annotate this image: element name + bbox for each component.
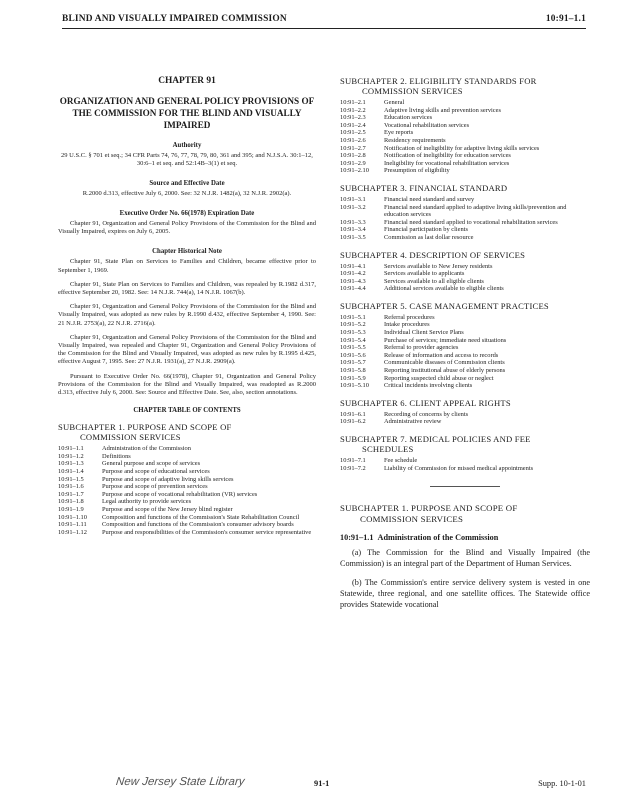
toc-entry-number: 10:91–5.5 — [340, 344, 366, 352]
toc-entry — [340, 457, 590, 465]
header-title: BLIND AND VISUALLY IMPAIRED COMMISSION — [62, 14, 287, 24]
toc-entry — [340, 278, 590, 286]
toc-entry-number: 10:91–2.2 — [340, 106, 366, 114]
chapter-number: CHAPTER 91 — [158, 76, 216, 86]
toc-entry-number: 10:91–1.7 — [58, 490, 84, 498]
toc-entry-title: Purpose and scope of the New Jersey blind register — [102, 506, 233, 513]
toc-entry-number: 10:91–1.10 — [58, 513, 87, 521]
subchapter-6-heading: SUBCHAPTER 6. CLIENT APPEAL RIGHTS — [340, 397, 511, 408]
subchapter-4-toc — [340, 263, 590, 293]
toc-entry-number: 10:91–1.8 — [58, 498, 84, 506]
historical-note-paragraph: Chapter 91, State Plan on Services to Families and Children, became effective prior to September 1, 1969. — [58, 258, 316, 274]
toc-entry-number: 10:91–6.2 — [340, 418, 366, 426]
toc-entry-title: Services available to all eligible clients — [384, 277, 484, 285]
body-paragraph: (b) The Commission's entire service delivery system is vested in one Statewide, three regional, and one satellite offices. The Statewide office provides Statewide vocational — [340, 578, 590, 610]
toc-entry-number: 10:91–1.12 — [58, 528, 87, 536]
toc-entry-title: Purpose and responsibilities of the Commission's consumer service representative — [102, 528, 312, 536]
toc-entry — [340, 234, 590, 242]
body-paragraph: (a) The Commission for the Blind and Visually Impaired (the Commission) is an integral part of the Department of Human Services. — [340, 548, 590, 569]
toc-entry-number: 10:91–1.2 — [58, 452, 84, 460]
toc-entry — [340, 219, 590, 227]
toc-entry-number: 10:91–3.1 — [340, 195, 366, 203]
toc-entry — [58, 460, 316, 468]
subchapter-5-heading: SUBCHAPTER 5. CASE MANAGEMENT PRACTICES — [340, 300, 549, 311]
toc-entry — [340, 285, 590, 293]
toc-entry-title: Additional services available to eligible clients — [384, 285, 504, 293]
toc-entry — [340, 167, 590, 175]
toc-entry — [340, 137, 590, 145]
toc-entry-title: Financial need standard and survey — [384, 195, 475, 203]
toc-entry-number: 10:91–2.4 — [340, 121, 366, 129]
toc-entry — [340, 329, 590, 337]
toc-entry-title: Financial need standard applied to adaptive living skills/prevention and education services — [384, 203, 567, 219]
toc-entry-title: Services available to New Jersey residents — [384, 262, 493, 270]
toc-entry-number: 10:91–4.3 — [340, 277, 366, 285]
toc-entry-number: 10:91–3.4 — [340, 226, 366, 234]
historical-note-paragraph: Chapter 91, Organization and General Policy Provisions of the Commission for the Blind and Visually Impaired, was repealed and Chapter 91, Organization and General Policy Provisions of the Commission for the Blind and Visually Impaired, was adopted as new rules by R.1995 d.425, effective August 7, 1995. See: 27 N.J.R. 1931(a), 27 N.J.R. 2909(a). — [58, 333, 316, 366]
toc-entry — [340, 160, 590, 168]
toc-entry — [340, 375, 590, 383]
subchapter-3-toc — [340, 196, 590, 242]
toc-entry-number: 10:91–3.3 — [340, 218, 366, 226]
toc-entry — [58, 453, 316, 461]
toc-entry — [340, 382, 590, 390]
toc-entry — [58, 498, 316, 506]
toc-entry-title: Financial participation by clients — [384, 226, 468, 234]
historical-note-heading: Chapter Historical Note — [152, 248, 222, 256]
toc-entry-number: 10:91–2.1 — [340, 99, 366, 106]
subchapter-1-toc — [58, 445, 316, 536]
toc-entry-number: 10:91–2.5 — [340, 129, 366, 137]
toc-entry-number: 10:91–5.6 — [340, 351, 366, 359]
section-divider — [430, 486, 500, 487]
toc-entry-number: 10:91–5.9 — [340, 374, 366, 382]
toc-entry-title: Administrative review — [384, 418, 442, 426]
toc-entry — [340, 465, 590, 473]
toc-entry-title: Ineligibility for vocational rehabilitation services — [384, 159, 510, 167]
toc-entry — [340, 321, 590, 329]
toc-entry-title: Purpose and scope of adaptive living skills services — [102, 475, 234, 483]
toc-entry-number: 10:91–5.3 — [340, 329, 366, 337]
toc-entry-number: 10:91–5.7 — [340, 359, 366, 367]
toc-entry-number: 10:91–1.9 — [58, 506, 84, 513]
body-subchapter-heading: SUBCHAPTER 1. PURPOSE AND SCOPE OF COMMISSION SERVICES — [340, 503, 518, 525]
toc-entry-title: Critical incidents involving clients — [384, 382, 473, 390]
executive-order-text: Chapter 91, Organization and General Policy Provisions of the Commission for the Blind and Visually Impaired, expires on July 6, 2005. — [58, 220, 316, 236]
subchapter-7-heading: SUBCHAPTER 7. MEDICAL POLICIES AND FEE SCHEDULES — [340, 434, 531, 454]
toc-entry-title: Commission as last dollar resource — [384, 233, 474, 241]
toc-entry-title: Presumption of eligibility — [384, 167, 450, 175]
right-column — [340, 76, 590, 618]
supplement-date: Supp. 10-1-01 — [538, 779, 586, 788]
subchapter-7-toc — [340, 457, 590, 472]
toc-entry-number: 10:91–2.9 — [340, 159, 366, 167]
toc-entry-number: 10:91–2.3 — [340, 114, 366, 122]
header-section-number: 10:91–1.1 — [545, 14, 586, 24]
toc-entry-number: 10:91–5.1 — [340, 313, 366, 321]
toc-entry — [340, 122, 590, 130]
toc-entry-title: Referral procedures — [384, 313, 435, 321]
toc-entry — [340, 145, 590, 153]
toc-entry-title: Notification of ineligibility for education services — [384, 152, 511, 160]
toc-entry — [340, 352, 590, 360]
toc-entry — [58, 476, 316, 484]
toc-entry-number: 10:91–5.2 — [340, 321, 366, 329]
toc-entry-title: Release of information and access to records — [384, 351, 499, 359]
table-of-contents-heading: CHAPTER TABLE OF CONTENTS — [133, 407, 241, 415]
subchapter-2-heading: SUBCHAPTER 2. ELIGIBILITY STANDARDS FOR COMMISSION SERVICES — [340, 76, 537, 96]
subchapter-5-toc — [340, 314, 590, 390]
toc-entry-number: 10:91–5.4 — [340, 336, 366, 344]
toc-entry-title: Adaptive living skills and prevention services — [384, 106, 501, 114]
toc-entry-number: 10:91–4.2 — [340, 270, 366, 278]
toc-entry-number: 10:91–2.10 — [340, 167, 369, 175]
toc-entry — [340, 411, 590, 419]
toc-entry-number: 10:91–5.8 — [340, 367, 366, 375]
toc-entry — [340, 99, 590, 107]
toc-entry — [58, 514, 316, 522]
toc-entry-title: Services available to applicants — [384, 270, 465, 278]
toc-entry-title: General purpose and scope of services — [102, 460, 201, 468]
subchapter-1-heading: SUBCHAPTER 1. PURPOSE AND SCOPE OF COMMISSION SERVICES — [58, 422, 232, 443]
toc-entry-title: Composition and functions of the Commission's State Rehabilitation Council — [102, 513, 300, 521]
toc-entry-title: Communicable diseases of Commission clients — [384, 359, 505, 367]
section-title: Administration of the Commission — [377, 533, 499, 543]
toc-entry-title: Purpose and scope of prevention services — [102, 483, 208, 491]
toc-entry — [340, 314, 590, 322]
toc-entry — [340, 418, 590, 426]
page-footer — [62, 776, 586, 793]
toc-entry — [340, 114, 590, 122]
executive-order-heading: Executive Order No. 66(1978) Expiration Date — [119, 210, 255, 217]
toc-entry — [340, 367, 590, 375]
toc-entry-number: 10:91–6.1 — [340, 410, 366, 418]
toc-entry-number: 10:91–7.2 — [340, 464, 366, 472]
toc-entry-title: Fee schedule — [384, 457, 418, 464]
section-number: 10:91–1.1 — [340, 533, 374, 543]
toc-entry-title: Purchase of services; immediate need situations — [384, 336, 507, 344]
library-watermark: New Jersey State Library — [115, 776, 246, 788]
subchapter-3-heading: SUBCHAPTER 3. FINANCIAL STANDARD — [340, 182, 508, 193]
toc-entry-title: Reporting institutional abuse of elderly persons — [384, 367, 506, 375]
toc-entry-title: Eye reports — [384, 129, 414, 137]
toc-entry-title: Education services — [384, 114, 433, 122]
toc-entry — [58, 483, 316, 491]
running-header — [62, 12, 586, 29]
toc-entry — [58, 468, 316, 476]
toc-entry — [340, 129, 590, 137]
source-text: R.2000 d.313, effective July 6, 2000. See: 32 N.J.R. 1482(a), 32 N.J.R. 2902(a). — [82, 190, 292, 197]
toc-entry-title: Recording of concerns by clients — [384, 410, 469, 418]
historical-note-paragraph: Chapter 91, State Plan on Services to Families and Children, was repealed by R.1982 d.317, effective September 20, 1982. See: 14 N.J.R. 744(a), 14 N.J.R. 1067(b). — [58, 280, 316, 297]
toc-entry — [340, 337, 590, 345]
historical-note-paragraph: Chapter 91, Organization and General Policy Provisions of the Commission for the Blind and Visually Impaired, was adopted as new rules by R.1990 d.432, effective September 4, 1990. See: 21 N.J.R. 2753(a), 22 N.J.R. 2716(a). — [58, 303, 316, 327]
subchapter-4-heading: SUBCHAPTER 4. DESCRIPTION OF SERVICES — [340, 249, 526, 260]
toc-entry — [58, 491, 316, 499]
toc-entry — [58, 445, 316, 453]
toc-entry — [340, 226, 590, 234]
toc-entry-title: Composition and functions of the Commission's consumer advisory boards — [102, 521, 294, 529]
toc-entry-title: Purpose and scope of vocational rehabilitation (VR) services — [102, 490, 258, 498]
toc-entry — [340, 263, 590, 271]
toc-entry-title: Liability of Commission for missed medical appointments — [384, 464, 534, 472]
toc-entry-number: 10:91–4.4 — [340, 285, 366, 293]
authority-heading: Authority — [172, 142, 202, 149]
toc-entry-title: Financial need standard applied to vocational rehabilitation services — [384, 218, 558, 226]
toc-entry — [58, 506, 316, 514]
section-heading — [340, 533, 590, 542]
toc-entry — [58, 529, 316, 537]
toc-entry-title: Individual Client Service Plans — [384, 329, 464, 337]
toc-entry-title: Notification of ineligibility for adaptive living skills services — [384, 144, 540, 152]
toc-entry-number: 10:91–1.4 — [58, 468, 84, 476]
toc-entry-title: Referral to provider agencies — [384, 344, 459, 352]
chapter-title: ORGANIZATION AND GENERAL POLICY PROVISIONS OF THE COMMISSION FOR THE BLIND AND VISUALLY IMPAIRED — [59, 96, 315, 130]
subchapter-2-toc — [340, 99, 590, 175]
toc-entry — [340, 152, 590, 160]
toc-entry — [340, 344, 590, 352]
toc-entry-title: Reporting suspected child abuse or neglect — [384, 374, 494, 382]
toc-entry-title: Intake procedures — [384, 321, 430, 329]
toc-entry-number: 10:91–1.5 — [58, 475, 84, 483]
toc-entry-number: 10:91–1.11 — [58, 521, 87, 529]
left-column — [58, 76, 316, 544]
toc-entry-number: 10:91–1.1 — [58, 445, 84, 453]
toc-entry-number: 10:91–2.8 — [340, 152, 366, 160]
toc-entry — [58, 521, 316, 529]
historical-note-paragraph: Pursuant to Executive Order No. 66(1978), Chapter 91, Organization and General Policy Provisions of the Commission for the Blind and Visually Impaired, was readopted as R.2000 d.313, effective July 6, 2000. See: Source and Effective Date. See, also, section annotations. — [58, 372, 316, 397]
toc-entry — [340, 270, 590, 278]
toc-entry-title: General — [384, 99, 405, 106]
toc-entry — [340, 204, 590, 219]
toc-entry-number: 10:91–4.1 — [340, 262, 366, 270]
toc-entry-number: 10:91–1.3 — [58, 460, 84, 468]
toc-entry-number: 10:91–7.1 — [340, 457, 366, 464]
subchapter-6-toc — [340, 411, 590, 426]
toc-entry — [340, 196, 590, 204]
historical-note — [58, 258, 316, 397]
toc-entry-number: 10:91–2.6 — [340, 136, 366, 144]
toc-entry-title: Legal authority to provide services — [102, 498, 192, 506]
toc-entry-number: 10:91–2.7 — [340, 144, 366, 152]
source-heading: Source and Effective Date — [149, 180, 225, 187]
toc-entry-number: 10:91–1.6 — [58, 483, 84, 491]
toc-entry-title: Residency requirements — [384, 136, 446, 144]
toc-entry-title: Purpose and scope of educational services — [102, 468, 210, 476]
toc-entry-title: Definitions — [102, 452, 131, 460]
authority-text: 29 U.S.C. § 701 et seq.; 34 CFR Parts 74, 76, 77, 78, 79, 80, 361 and 395; and N.J.S.A. 30:1–12, 30:6–1 et seq. and 52:14B–3(1) et seq. — [61, 152, 313, 167]
toc-entry-number: 10:91–3.5 — [340, 233, 366, 241]
toc-entry — [340, 107, 590, 115]
toc-entry-title: Vocational rehabilitation services — [384, 121, 470, 129]
toc-entry-number: 10:91–5.10 — [340, 382, 369, 390]
toc-entry-title: Administration of the Commission — [102, 445, 191, 453]
toc-entry — [340, 359, 590, 367]
page-number: 91-1 — [314, 779, 330, 788]
toc-entry-number: 10:91–3.2 — [340, 203, 366, 211]
